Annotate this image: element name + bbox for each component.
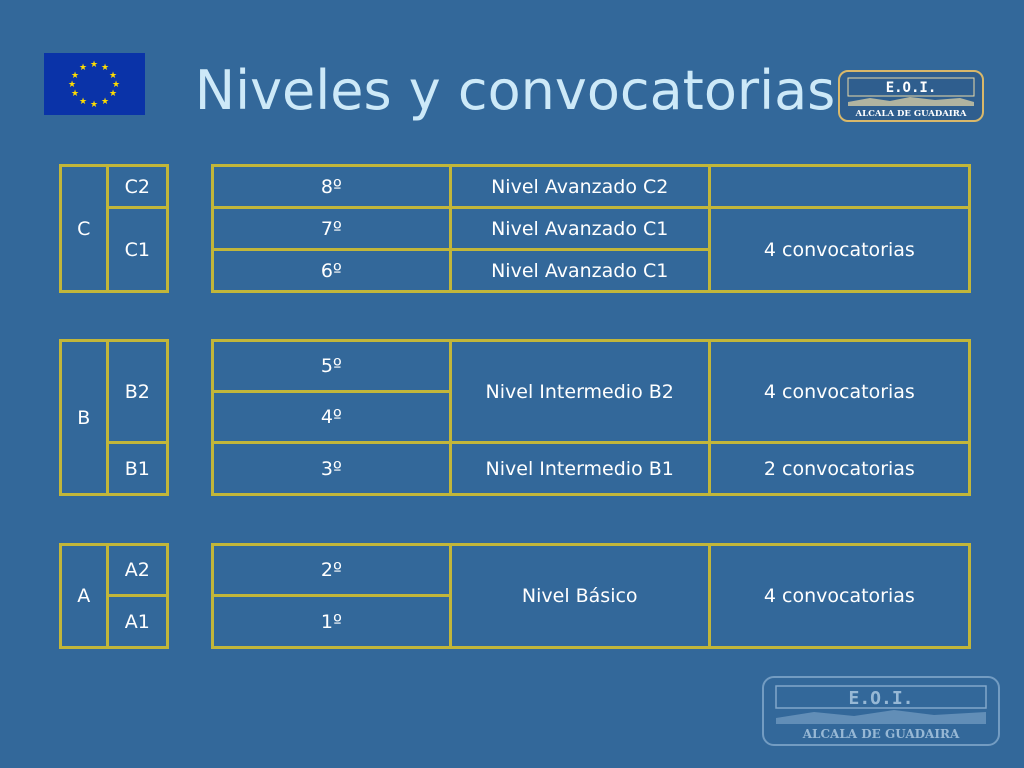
course-table-c bbox=[211, 164, 971, 293]
svg-text:★: ★ bbox=[89, 60, 99, 70]
eoi-logo bbox=[838, 70, 984, 122]
logo-caption: ALCALA DE GUADAIRA bbox=[855, 109, 967, 119]
sublevel: A2 bbox=[107, 545, 167, 596]
sublevel: A1 bbox=[107, 596, 167, 648]
level-name-cell: Nivel Intermedio B2 bbox=[450, 341, 709, 443]
svg-text:★: ★ bbox=[78, 63, 88, 73]
svg-text:★: ★ bbox=[89, 100, 99, 110]
svg-text:★: ★ bbox=[111, 80, 121, 90]
course-cell: 6º bbox=[213, 250, 451, 292]
page-title: Niveles y convocatorias bbox=[194, 59, 836, 122]
svg-text:★: ★ bbox=[108, 71, 118, 81]
calls-cell bbox=[709, 166, 969, 208]
svg-text:★: ★ bbox=[78, 97, 88, 107]
eu-flag-icon bbox=[44, 53, 145, 115]
calls-cell: 4 convocatorias bbox=[709, 341, 969, 443]
course-cell: 2º bbox=[213, 545, 451, 596]
level-name-cell: Nivel Intermedio B1 bbox=[450, 443, 709, 495]
course-cell: 1º bbox=[213, 596, 451, 648]
svg-text:★: ★ bbox=[108, 89, 118, 99]
svg-text:★: ★ bbox=[67, 80, 77, 90]
eoi-watermark-logo bbox=[762, 676, 1000, 746]
course-cell: 5º bbox=[213, 341, 451, 392]
level-name-cell: Nivel Básico bbox=[450, 545, 709, 648]
calls-cell: 4 convocatorias bbox=[709, 545, 969, 648]
level-table-a bbox=[59, 543, 169, 649]
level-table-c bbox=[59, 164, 169, 293]
watermark-letters: E.O.I. bbox=[848, 688, 914, 709]
sublevel: B2 bbox=[107, 341, 167, 443]
svg-text:★: ★ bbox=[100, 63, 110, 73]
level-letter: C bbox=[61, 166, 108, 292]
level-name-cell: Nivel Avanzado C1 bbox=[450, 208, 709, 250]
course-cell: 3º bbox=[213, 443, 451, 495]
course-table-a bbox=[211, 543, 971, 649]
logo-letters: E.O.I. bbox=[885, 80, 937, 96]
svg-text:★: ★ bbox=[70, 71, 80, 81]
sublevel: B1 bbox=[107, 443, 167, 495]
sublevel: C2 bbox=[107, 166, 167, 208]
course-cell: 8º bbox=[213, 166, 451, 208]
course-table-b bbox=[211, 339, 971, 496]
calls-cell: 2 convocatorias bbox=[709, 443, 969, 495]
course-cell: 4º bbox=[213, 392, 451, 443]
level-name-cell: Nivel Avanzado C2 bbox=[450, 166, 709, 208]
svg-text:★: ★ bbox=[70, 89, 80, 99]
calls-cell: 4 convocatorias bbox=[709, 208, 969, 292]
svg-text:★: ★ bbox=[100, 97, 110, 107]
level-letter: B bbox=[61, 341, 108, 495]
level-name-cell: Nivel Avanzado C1 bbox=[450, 250, 709, 292]
level-table-b bbox=[59, 339, 169, 496]
watermark-caption: ALCALA DE GUADAIRA bbox=[802, 727, 960, 741]
course-cell: 7º bbox=[213, 208, 451, 250]
level-letter: A bbox=[61, 545, 108, 648]
sublevel: C1 bbox=[107, 208, 167, 292]
